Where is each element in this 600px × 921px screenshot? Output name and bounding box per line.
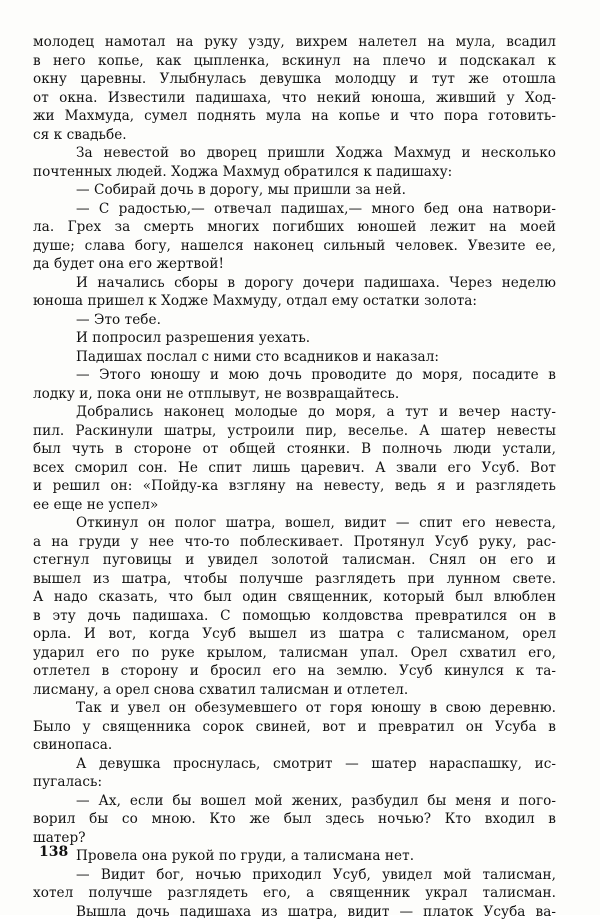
- text-line: Было у священника сорок свиней, вот и превратил он Усуба в: [33, 718, 556, 737]
- text-line: лодку и, пока они не отплывут, не возвращайтесь.: [33, 385, 556, 404]
- text-line: молодец намотал на руку узду, вихрем налетел на мула, всадил: [33, 33, 556, 52]
- text-line: окну царевны. Улыбнулась девушка молодцу и тут же отошла: [33, 70, 556, 89]
- text-line: душе; слава богу, нашелся наконец сильный человек. Увезите ее,: [33, 237, 556, 256]
- text-line: Падишах послал с ними сто всадников и наказал:: [33, 348, 556, 367]
- text-line: Провела она рукой по груди, а талисмана нет.: [33, 847, 556, 866]
- text-line: — Этого юношу и мою дочь проводите до моря, посадите в: [33, 366, 556, 385]
- text-line: пугалась:: [33, 773, 556, 792]
- text-line: — Видит бог, ночью приходил Усуб, увидел мой талисман,: [33, 866, 556, 885]
- text-line: в эту дочь падишаха. С помощью колдовства превратился он в: [33, 607, 556, 626]
- text-line: а на груди у нее что-то поблескивает. Протянул Усуб руку, рас-: [33, 533, 556, 552]
- text-line: ворил бы со мною. Кто же был здесь ночью? Кто входил в: [33, 810, 556, 829]
- text-line: в него копье, как цыпленка, вскинул на плечо и подскакал к: [33, 52, 556, 71]
- text-line: Откинул он полог шатра, вошел, видит — спит его невеста,: [33, 514, 556, 533]
- text-line: да будет она его жертвой!: [33, 255, 556, 274]
- text-line: А девушка проснулась, смотрит — шатер нараспашку, ис-: [33, 755, 556, 774]
- text-line: Добрались наконец молодые до моря, а тут и вечер насту-: [33, 403, 556, 422]
- text-line: лисману, а орел снова схватил талисман и отлетел.: [33, 681, 556, 700]
- text-line: шатер?: [33, 829, 556, 848]
- text-line: А надо сказать, что был один священник, который был влюблен: [33, 588, 556, 607]
- text-line: орла. И вот, когда Усуб вышел из шатра с талисманом, орел: [33, 625, 556, 644]
- text-line: ее еще не успел»: [33, 496, 556, 515]
- text-line: юноша пришел к Ходже Махмуду, отдал ему остатки золота:: [33, 292, 556, 311]
- text-line: И попросил разрешения уехать.: [33, 329, 556, 348]
- text-line: хотел получше разглядеть его, а священник украл талисман.: [33, 884, 556, 903]
- page-text-body: [33, 33, 556, 921]
- text-line: стегнул пуговицы и увидел золотой талисман. Снял он его и: [33, 551, 556, 570]
- text-line: — С радостью,— отвечал падишах,— много бед она натвори-: [33, 200, 556, 219]
- text-line: вышел из шатра, чтобы получше разглядеть при лунном свете.: [33, 570, 556, 589]
- text-line: — Это тебе.: [33, 311, 556, 330]
- text-line: почтенных людей. Ходжа Махмуд обратился к падишаху:: [33, 163, 556, 182]
- page-number: 138: [39, 844, 68, 860]
- text-line: — Ах, если бы вошел мой жених, разбудил бы меня и пого-: [33, 792, 556, 811]
- text-line: — Собирай дочь в дорогу, мы пришли за ней.: [33, 181, 556, 200]
- text-line: всех сморил сон. Не спит лишь царевич. А звали его Усуб. Вот: [33, 459, 556, 478]
- text-line: и решил он: «Пойду-ка взгляну на невесту, ведь я и разглядеть: [33, 477, 556, 496]
- text-line: ся к свадьбе.: [33, 126, 556, 145]
- text-line: пил. Раскинули шатры, устроили пир, веселье. А шатер невесты: [33, 422, 556, 441]
- text-line: был чуть в стороне от общей стоянки. В полночь люди устали,: [33, 440, 556, 459]
- text-line: ла. Грех за смерть многих погибших юношей лежит на моей: [33, 218, 556, 237]
- text-line: Так и увел он обезумевшего от горя юношу в свою деревню.: [33, 699, 556, 718]
- text-line: И начались сборы в дорогу дочери падишаха. Через неделю: [33, 274, 556, 293]
- text-line: жи Махмуда, сумел поднять мула на копье и что пора готовить-: [33, 107, 556, 126]
- text-line: отлетел в сторону и бросил его на землю. Усуб кинулся к та-: [33, 662, 556, 681]
- text-line: ударил его по руке крылом, талисман упал. Орел схватил его,: [33, 644, 556, 663]
- text-line: свинопаса.: [33, 736, 556, 755]
- text-line: Вышла дочь падишаха из шатра, видит — платок Усуба ва-: [33, 903, 556, 921]
- text-line: За невестой во дворец пришли Ходжа Махмуд и несколько: [33, 144, 556, 163]
- text-line: от окна. Известили падишаха, что некий юноша, живший у Ход-: [33, 89, 556, 108]
